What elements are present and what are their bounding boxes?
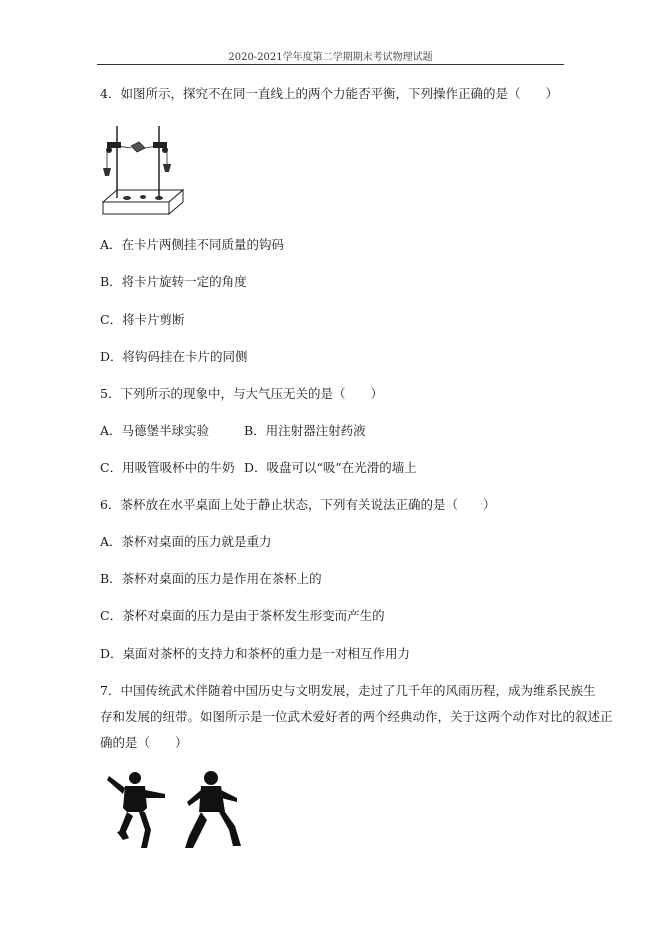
martial-arts-silhouettes-icon [103, 768, 245, 850]
q7-stem-line-3: 确的是（ ） [100, 735, 188, 750]
q5-option-b: B．用注射器注射药液 [244, 423, 366, 438]
q6-option-c: C．茶杯对桌面的压力是由于茶杯发生形变而产生的 [100, 608, 385, 623]
q6-option-a: A．茶杯对桌面的压力就是重力 [100, 534, 272, 549]
q7-stem-line-1: 7．中国传统武术伴随着中国历史与文明发展，走过了几千年的风雨历程，成为维系民族生 [100, 683, 596, 698]
q6-stem: 6．茶杯放在水平桌面上处于静止状态，下列有关说法正确的是（ ） [100, 497, 496, 512]
balance-apparatus-icon [97, 118, 185, 218]
q6-option-b: B．茶杯对桌面的压力是作用在茶杯上的 [100, 571, 322, 586]
q4-stem: 4．如图所示，探究不在同一直线上的两个力能否平衡，下列操作正确的是（ ） [100, 86, 558, 101]
page-header: 2020-2021学年度第二学期期末考试物理试题 [228, 52, 433, 63]
q4-option-a: A．在卡片两侧挂不同质量的钩码 [100, 237, 285, 252]
q5-stem: 5．下列所示的现象中，与大气压无关的是（ ） [100, 386, 383, 401]
q5-option-d: D．吸盘可以“吸”在光滑的墙上 [244, 460, 417, 475]
q4-option-b: B．将卡片旋转一定的角度 [100, 274, 247, 289]
q7-stem-line-2: 存和发展的纽带。如图所示是一位武术爱好者的两个经典动作，关于这两个动作对比的叙述正 [100, 709, 613, 724]
header-divider [97, 64, 564, 65]
q5-option-a: A．马德堡半球实验 [100, 423, 210, 438]
q4-option-c: C．将卡片剪断 [100, 312, 185, 327]
q5-option-c: C．用吸管吸杯中的牛奶 [100, 460, 235, 475]
q4-option-d: D．将钩码挂在卡片的同侧 [100, 349, 248, 364]
q6-option-d: D．桌面对茶杯的支持力和茶杯的重力是一对相互作用力 [100, 646, 411, 661]
